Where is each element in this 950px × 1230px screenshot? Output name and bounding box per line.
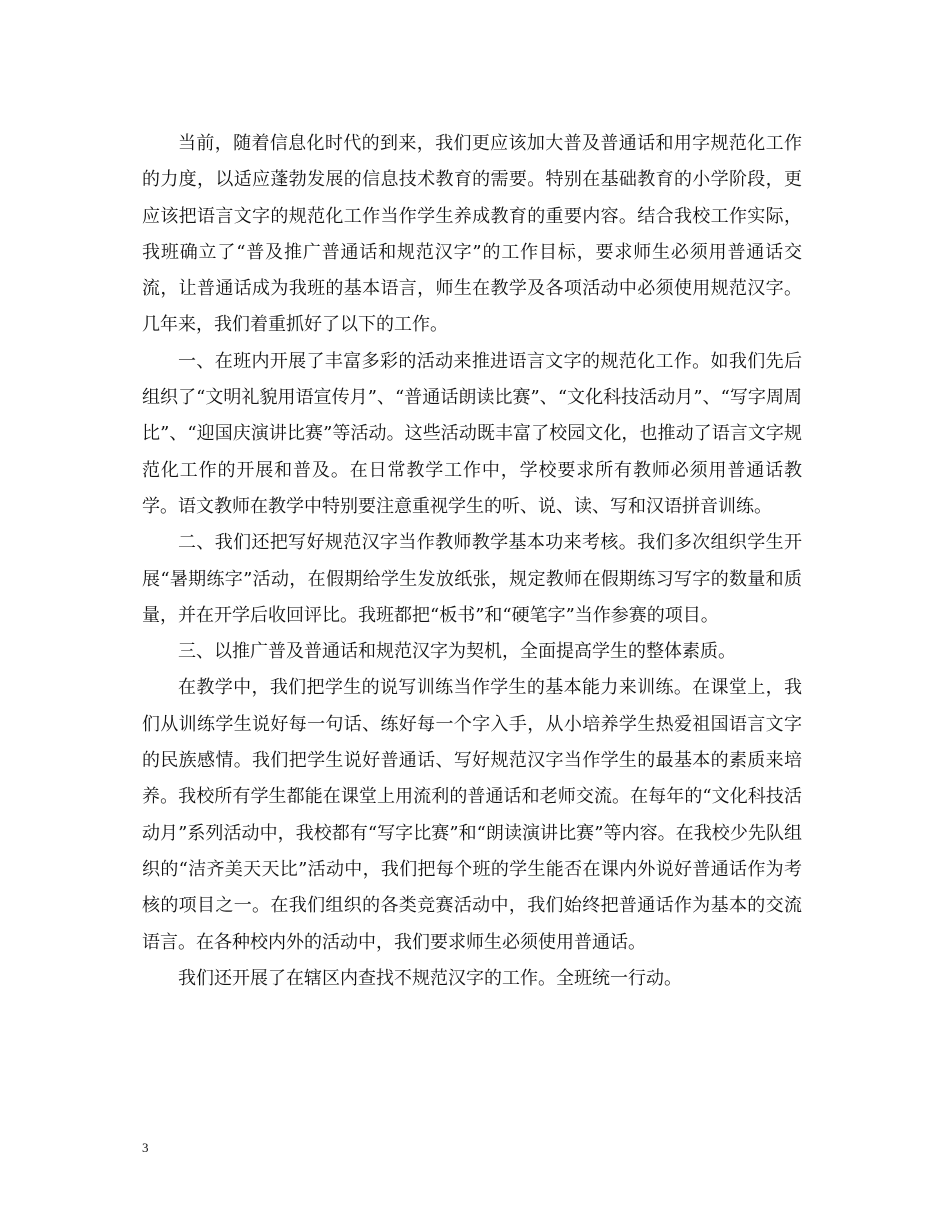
page-number: 3 bbox=[142, 1140, 149, 1155]
paragraph-closing: 我们还开展了在辖区内查找不规范汉字的工作。全班统一行动。 bbox=[178, 967, 682, 989]
paragraph-teaching: 在教学中，我们把学生的说写训练当作学生的基本能力来训练。在课堂上，我们从训练学生说好每一句话、练好每一个字入手，从小培养学生热爱祖国语言文字的民族感情。我们把学生说好普通话、写好规范汉字当作学生的最基本的素质来培养。我校所有学生都能在课堂上用流利的普通话和老师交流。在每年的“文化科技活动月”系列活动中，我校都有“写字比赛”和“朗读演讲比赛”等内容。在我校少先队组织的“洁齐美天天比”活动中，我们把每个班的学生能否在课内外说好普通话作为考核的项目之一。在我们组织的各类竞赛活动中，我们始终把普通话作为基本的交流语言。在各种校内外的活动中，我们要求师生必须使用普通话。 bbox=[142, 677, 802, 953]
paragraph-intro: 当前，随着信息化时代的到来，我们更应该加大普及普通话和用字规范化工作的力度，以适应蓬勃发展的信息技术教育的需要。特别在基础教育的小学阶段，更应该把语言文字的规范化工作当作学生养成教育的重要内容。结合我校工作实际，我班确立了“普及推广普通话和规范汉字”的工作目标，要求师生必须用普通话交流，让普通话成为我班的基本语言，师生在教学及各项活动中必须使用规范汉字。几年来，我们着重抓好了以下的工作。 bbox=[142, 133, 802, 336]
document-body bbox=[142, 126, 802, 997]
paragraph-section-three: 三、以推广普及普通话和规范汉字为契机，全面提高学生的整体素质。 bbox=[178, 641, 736, 663]
paragraph-section-one: 一、在班内开展了丰富多彩的活动来推进语言文字的规范化工作。如我们先后组织了“文明礼貌用语宣传月”、“普通话朗读比赛”、“文化科技活动月”、“写字周周比”、“迎国庆演讲比赛”等活动。这些活动既丰富了校园文化，也推动了语言文字规范化工作的开展和普及。在日常教学工作中，学校要求所有教师必须用普通话教学。语文教师在教学中特别要注意重视学生的听、说、读、写和汉语拼音训练。 bbox=[142, 350, 802, 517]
paragraph-section-two: 二、我们还把写好规范汉字当作教师教学基本功来考核。我们多次组织学生开展“暑期练字”活动，在假期给学生发放纸张，规定教师在假期练习写字的数量和质量，并在开学后收回评比。我班都把“板书”和“硬笔字”当作参赛的项目。 bbox=[142, 532, 802, 626]
